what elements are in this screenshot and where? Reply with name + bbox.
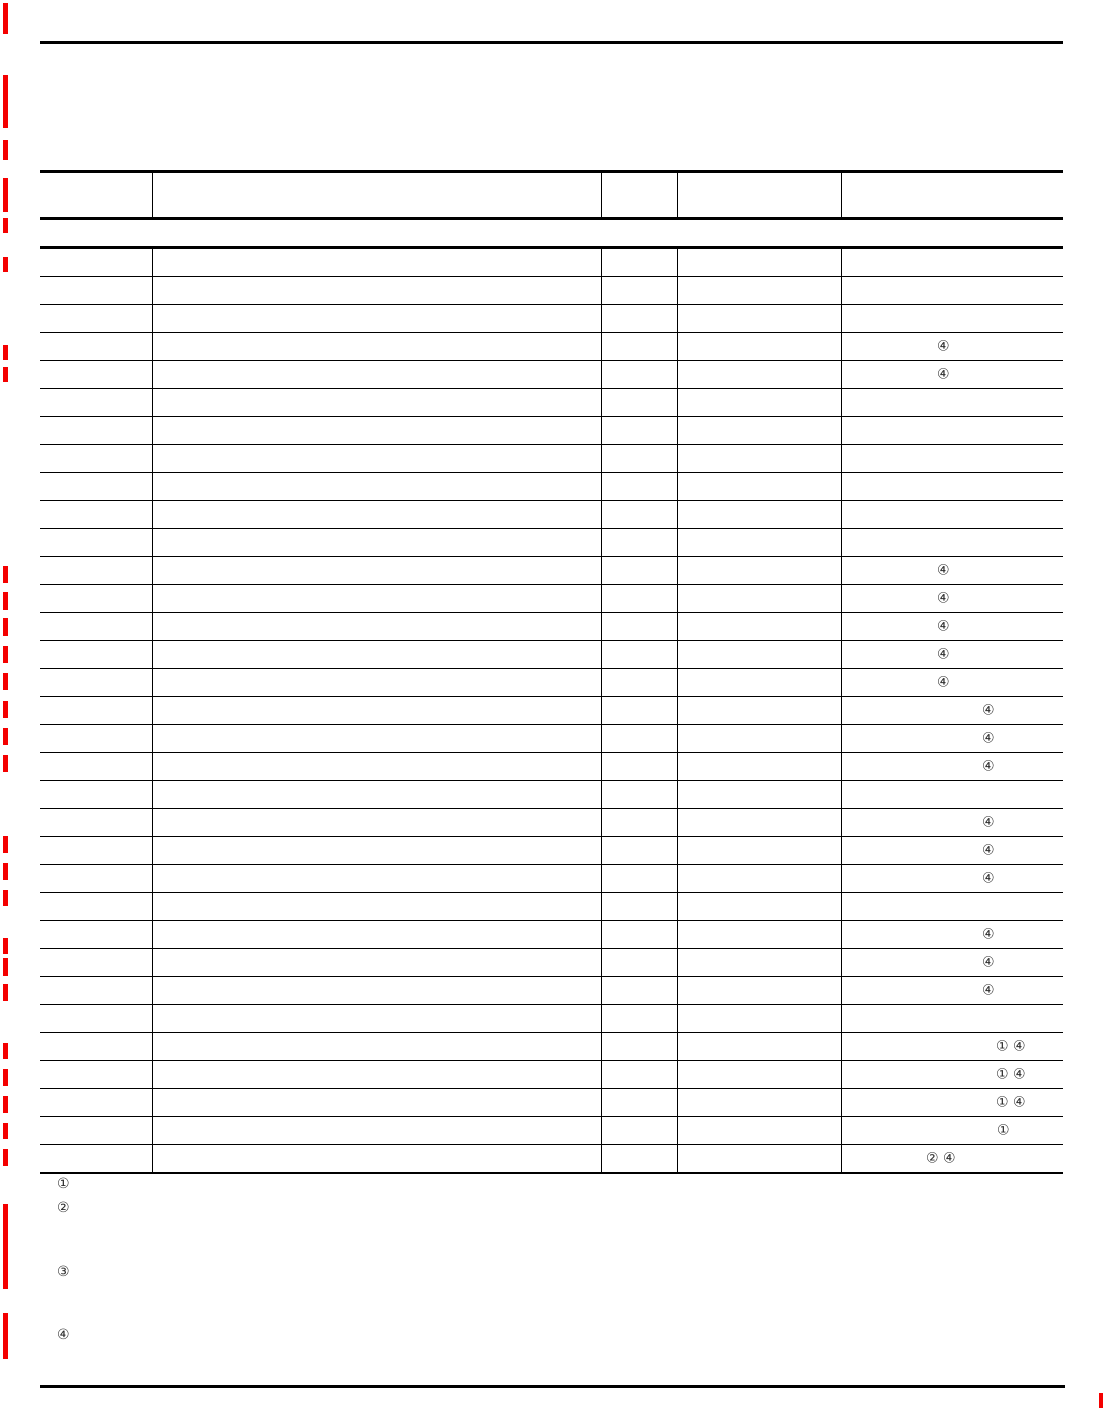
change-bar	[3, 75, 8, 128]
table-row	[40, 753, 1063, 781]
change-bar	[3, 178, 8, 212]
change-bar	[3, 890, 8, 906]
change-bar	[3, 218, 8, 233]
change-bar	[3, 646, 8, 663]
change-bar	[3, 701, 8, 718]
table-row	[40, 277, 1063, 305]
table-header-row	[40, 170, 1063, 220]
table-row	[40, 921, 1063, 949]
footnote-ref-marks: ④	[937, 338, 950, 355]
table-row	[40, 1117, 1063, 1145]
table-row	[40, 977, 1063, 1005]
footnote-ref-marks: ① ④	[996, 1094, 1026, 1111]
footnote-marker-3: ③	[57, 1264, 70, 1280]
change-bar	[3, 566, 8, 583]
footnote-ref-marks: ④	[982, 926, 995, 943]
footnote-ref-marks: ④	[982, 758, 995, 775]
footnote-marker-4: ④	[57, 1327, 70, 1343]
footnote-ref-marks: ④	[982, 870, 995, 887]
footnote-ref-marks: ① ④	[996, 1038, 1026, 1055]
table-row	[40, 865, 1063, 893]
table-row	[40, 725, 1063, 753]
change-bar	[3, 618, 8, 636]
table-row	[40, 1033, 1063, 1061]
header-column-divider	[841, 173, 842, 217]
footnote-ref-marks: ④	[937, 590, 950, 607]
table-row	[40, 333, 1063, 361]
change-bar	[3, 257, 8, 272]
table-row	[40, 809, 1063, 837]
change-bar	[3, 863, 8, 880]
footnote-ref-marks: ① ④	[996, 1066, 1026, 1083]
footnote-ref-marks: ④	[937, 366, 950, 383]
change-bar	[3, 1149, 8, 1166]
footnote-ref-marks: ④	[982, 702, 995, 719]
footnote-marker-1: ①	[57, 1176, 70, 1192]
bottom-rule	[40, 1385, 1065, 1388]
table-row	[40, 949, 1063, 977]
footnote-ref-marks: ④	[982, 954, 995, 971]
change-bar	[3, 1123, 8, 1139]
change-bar	[3, 345, 8, 360]
footnote-ref-marks: ④	[937, 674, 950, 691]
table-row	[40, 417, 1063, 445]
change-bar	[3, 140, 8, 160]
header-column-divider	[152, 173, 153, 217]
change-bar	[3, 3, 8, 34]
table-row	[40, 669, 1063, 697]
footnote-ref-marks: ①	[997, 1122, 1010, 1139]
table-row	[40, 501, 1063, 529]
footnote-ref-marks: ④	[937, 646, 950, 663]
table-row	[40, 613, 1063, 641]
change-bar	[3, 673, 8, 690]
parts-table-body	[40, 246, 1063, 1174]
footnote-marker-2: ②	[57, 1200, 70, 1216]
change-bar	[3, 1096, 8, 1113]
change-bar	[3, 984, 8, 1001]
table-row	[40, 473, 1063, 501]
change-bar	[3, 1204, 8, 1289]
change-bar	[3, 1069, 8, 1086]
table-row	[40, 1061, 1063, 1089]
footnote-ref-marks: ④	[982, 982, 995, 999]
header-column-divider	[677, 173, 678, 217]
footnote-ref-marks: ④	[937, 562, 950, 579]
footnote-ref-marks: ④	[937, 618, 950, 635]
table-row	[40, 1145, 1063, 1174]
change-bar	[3, 755, 8, 772]
table-row	[40, 1089, 1063, 1117]
change-bar	[3, 592, 8, 610]
table-row	[40, 305, 1063, 333]
footnote-ref-marks: ④	[982, 814, 995, 831]
table-row	[40, 249, 1063, 277]
table-row	[40, 1005, 1063, 1033]
change-bar	[3, 1043, 8, 1059]
change-bar	[3, 836, 8, 853]
header-column-divider	[601, 173, 602, 217]
footnote-ref-marks: ④	[982, 730, 995, 747]
change-bar	[3, 728, 8, 745]
table-row	[40, 557, 1063, 585]
table-row	[40, 361, 1063, 389]
table-row	[40, 781, 1063, 809]
table-row	[40, 837, 1063, 865]
change-bar-bottom-right	[1099, 1393, 1103, 1408]
footnote-ref-marks: ② ④	[926, 1150, 956, 1167]
table-row	[40, 697, 1063, 725]
change-bar	[3, 938, 8, 954]
change-bar	[3, 1313, 8, 1359]
table-row	[40, 389, 1063, 417]
table-row	[40, 529, 1063, 557]
table-row	[40, 585, 1063, 613]
footnote-ref-marks: ④	[982, 842, 995, 859]
change-bar	[3, 958, 8, 976]
table-row	[40, 893, 1063, 921]
table-row	[40, 641, 1063, 669]
table-row	[40, 445, 1063, 473]
change-bar	[3, 367, 8, 382]
top-rule	[40, 41, 1063, 44]
